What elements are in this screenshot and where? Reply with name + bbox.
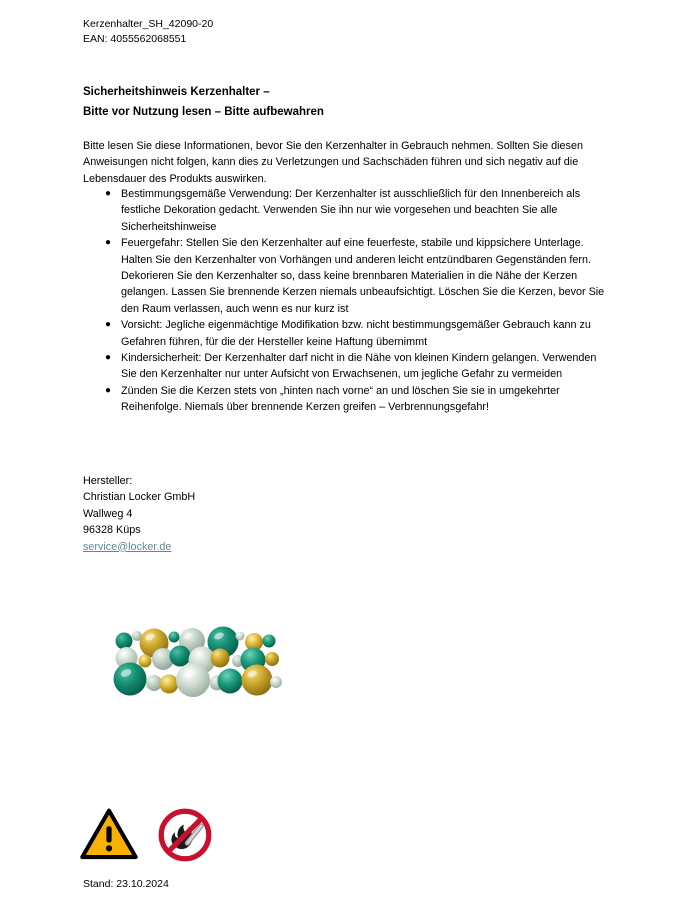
page-title-line-1: Sicherheitshinweis Kerzenhalter –: [83, 86, 270, 98]
product-code: Kerzenhalter_SH_42090-20: [83, 18, 214, 30]
list-item: [83, 186, 608, 235]
page-title: [83, 82, 324, 122]
bullet-point-icon: ●: [105, 319, 112, 331]
list-item: [83, 383, 608, 416]
bullet-point-icon: ●: [105, 352, 112, 364]
list-item-text: Kindersicherheit: Der Kerzenhalter darf nicht in die Nähe von kleinen Kindern gelangen. Verwenden Sie den Kerzenhalter nur unter Aufsicht von Erwachsenen, um jegliche Gefahr zu vermeiden: [121, 352, 597, 381]
pictogram-row: [80, 806, 214, 864]
list-item-text: Bestimmungsgemäße Verwendung: Der Kerzenhalter ist ausschließlich für den Innenbereich als festliche Dekoration gedacht. Verwenden Sie ihn nur wie vorgesehen und beachten Sie alle Sicherheitshinweise: [121, 188, 581, 233]
list-item: [83, 317, 608, 350]
manufacturer-block: [83, 473, 195, 555]
no-open-flame-prohibition-icon: [156, 806, 214, 864]
bullet-point-icon: ●: [105, 237, 112, 249]
manufacturer-label: Hersteller:: [83, 475, 133, 487]
document-header: [83, 17, 213, 47]
list-item: [83, 235, 608, 317]
bullet-point-icon: ●: [105, 384, 112, 396]
page-title-line-2: Bitte vor Nutzung lesen – Bitte aufbewahren: [83, 106, 324, 118]
list-item-text: Zünden Sie die Kerzen stets von „hinten nach vorne“ an und löschen Sie sie in umgekehrter Reihenfolge. Niemals über brennende Kerzen greifen – Verbrennungsgefahr!: [121, 384, 560, 414]
general-warning-triangle-icon: [80, 806, 138, 864]
christmas-ornaments-photo: [104, 617, 284, 703]
manufacturer-email-link[interactable]: service@locker.de: [83, 540, 172, 553]
intro-paragraph: Bitte lesen Sie diese Informationen, bevor Sie den Kerzenhalter in Gebrauch nehmen. Sollten Sie diesen Anweisungen nicht folgen, kann dies zu Verletzungen und Sachschäden führen und sich negativ auf die Lebensdauer des Produkts auswirken.: [83, 139, 583, 185]
safety-instructions-list: [83, 186, 608, 416]
document-status-date: Stand: 23.10.2024: [83, 878, 169, 890]
list-item: [83, 350, 608, 383]
manufacturer-company: Christian Locker GmbH: [83, 491, 196, 504]
manufacturer-street: Wallweg 4: [83, 507, 133, 520]
list-item-text: Vorsicht: Jegliche eigenmächtige Modifikation bzw. nicht bestimmungsgemäßer Gebrauch kann zu Gefahren führen, für die der Hersteller keine Haftung übernimmt: [121, 319, 591, 348]
list-item-text: Feuergefahr: Stellen Sie den Kerzenhalter auf eine feuerfeste, stabile und kippsichere Unterlage. Halten Sie den Kerzenhalter von Vorhängen und anderen leicht entzündbaren Gegenständen fern. Dekorieren Sie den Kerzenhalter so, dass keine brennbaren Materialien in die Nähe der Kerzen gelangen. Lassen Sie brennende Kerzen niemals unbeaufsichtigt. Löschen Sie die Kerzen, bevor Sie den Raum verlassen, auch wenn es nur kurz ist: [121, 237, 605, 315]
manufacturer-city: 96328 Küps: [83, 524, 141, 537]
bullet-point-icon: ●: [105, 188, 112, 199]
ean-number: EAN: 4055562068551: [83, 33, 187, 45]
